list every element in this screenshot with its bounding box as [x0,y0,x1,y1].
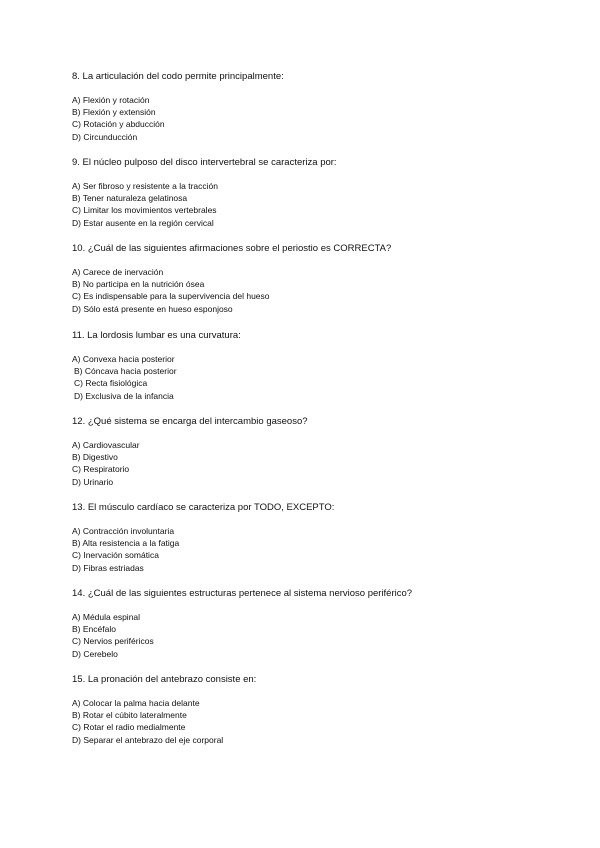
option-a: A) Contracción involuntaria [72,526,175,536]
option-c: C) Rotación y abducción [72,119,165,130]
option-d: D) Sólo está presente en hueso esponjoso [72,303,233,314]
option-c: C) Rotar el radio medialmente [72,722,186,733]
option-list [72,697,552,746]
option-d: D) Exclusiva de la infancia [74,390,174,401]
option-b: B) No participa en la nutrición ósea [72,279,205,290]
question-text: 13. El músculo cardíaco se caracteriza por TODO, EXCEPTO: [72,502,335,513]
option-list [72,525,552,574]
option-a: A) Ser fibroso y resistente a la tracción [72,181,218,191]
question-text: 14. ¿Cuál de las siguientes estructuras pertenece al sistema nervioso periférico? [72,588,413,599]
option-b: B) Digestivo [72,452,118,463]
option-list [72,353,552,402]
question-text: 11. La lordosis lumbar es una curvatura: [72,330,241,341]
option-a: A) Cardiovascular [72,440,140,450]
question-block [72,71,552,143]
option-list [72,94,552,143]
question-text: 9. El núcleo pulposo del disco intervertebral se caracteriza por: [72,157,337,168]
question-block [72,330,552,402]
option-list [72,611,552,660]
option-d: D) Separar el antebrazo del eje corporal [72,734,224,745]
option-c: C) Es indispensable para la supervivencia del hueso [72,291,270,302]
option-c: C) Respiratorio [72,464,130,475]
option-d: D) Fibras estriadas [72,562,144,573]
option-a: A) Carece de inervación [72,267,164,277]
option-c: C) Inervación somática [72,550,159,561]
option-list [72,439,552,488]
question-text: 12. ¿Qué sistema se encarga del intercambio gaseoso? [72,416,308,427]
question-block [72,243,552,315]
option-d: D) Cerebelo [72,648,118,659]
option-c: C) Limitar los movimientos vertebrales [72,205,217,216]
question-text: 15. La pronación del antebrazo consiste en: [72,674,257,685]
question-block [72,416,552,488]
question-text: 10. ¿Cuál de las siguientes afirmaciones sobre el periostio es CORRECTA? [72,243,392,254]
option-b: B) Encéfalo [72,624,116,635]
option-d: D) Circunducción [72,131,138,142]
option-list [72,266,552,315]
question-block [72,588,552,660]
option-a: A) Convexa hacia posterior [72,354,175,364]
option-b: B) Cóncava hacia posterior [74,366,177,377]
option-a: A) Médula espinal [72,612,141,622]
question-block [72,157,552,229]
option-d: D) Urinario [72,476,114,487]
option-d: D) Estar ausente en la región cervical [72,217,214,228]
option-a: A) Flexión y rotación [72,95,150,105]
option-b: B) Rotar el cúbito lateralmente [72,710,187,721]
option-c: C) Nervios periféricos [72,636,154,647]
option-a: A) Colocar la palma hacia delante [72,698,200,708]
option-b: B) Alta resistencia a la fatiga [72,538,180,549]
question-text: 8. La articulación del codo permite principalmente: [72,71,284,82]
option-b: B) Flexión y extensión [72,107,156,118]
option-c: C) Recta fisiológica [74,378,148,389]
option-b: B) Tener naturaleza gelatinosa [72,193,188,204]
question-block [72,502,552,574]
question-block [72,674,552,746]
option-list [72,180,552,229]
